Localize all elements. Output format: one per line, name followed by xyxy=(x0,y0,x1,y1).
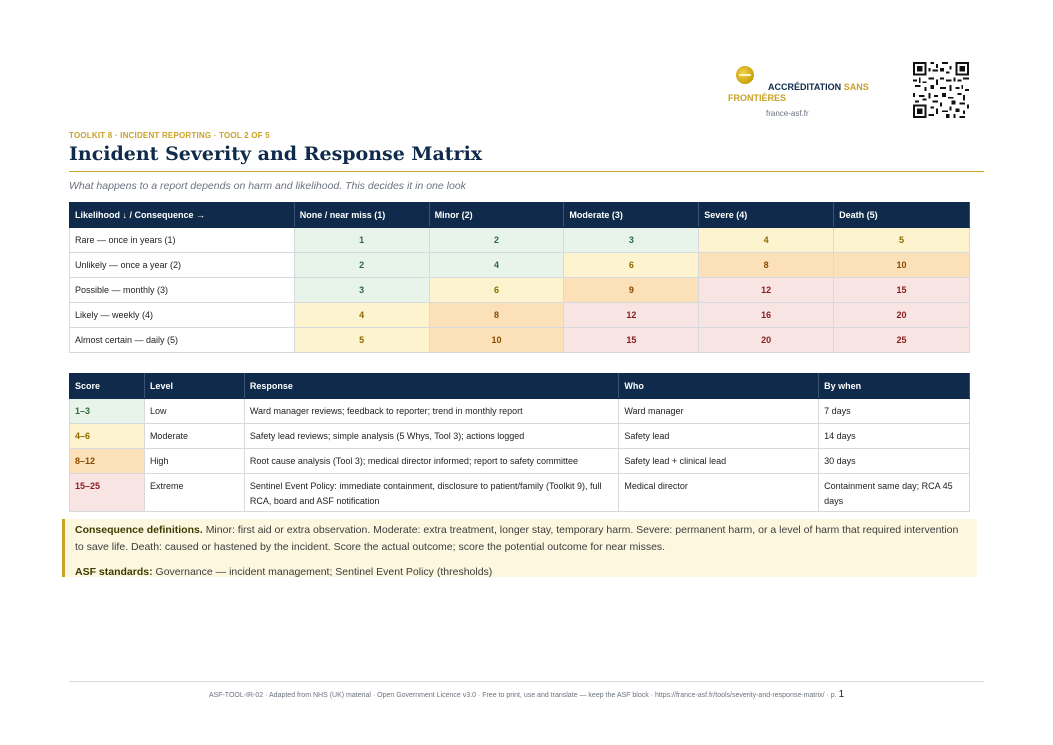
risk-level: High xyxy=(144,449,244,474)
risk-score-cell: 2 xyxy=(294,253,429,278)
page-footer xyxy=(0,689,1053,700)
response-column-header: Score xyxy=(70,374,145,399)
response-action: Sentinel Event Policy: immediate containment, disclosure to patient/family (Toolkit 9), full RCA, board and ASF notification xyxy=(244,474,619,512)
risk-score-cell: 3 xyxy=(564,228,699,253)
likelihood-label: Unlikely — once a year (2) xyxy=(70,253,295,278)
responsible-role: Medical director xyxy=(619,474,819,512)
risk-score-cell: 4 xyxy=(429,253,564,278)
matrix-header-row xyxy=(70,203,970,228)
risk-matrix-table xyxy=(69,202,970,353)
page-title: Incident Severity and Response Matrix xyxy=(69,143,483,165)
response-column-header: Who xyxy=(619,374,819,399)
score-range: 8–12 xyxy=(70,449,145,474)
risk-score-cell: 25 xyxy=(834,328,970,353)
response-action: Ward manager reviews; feedback to reporter; trend in monthly report xyxy=(244,399,619,424)
deadline: Containment same day; RCA 45 days xyxy=(819,474,970,512)
risk-score-cell: 10 xyxy=(429,328,564,353)
standards-text: Governance — incident management; Sentinel Event Policy (thresholds) xyxy=(155,566,493,578)
matrix-column-header: Minor (2) xyxy=(429,203,564,228)
response-row xyxy=(70,399,970,424)
page-subtitle: What happens to a report depends on harm and likelihood. This decides it in one look xyxy=(69,180,466,192)
response-action: Root cause analysis (Tool 3); medical director informed; report to safety committee xyxy=(244,449,619,474)
matrix-corner-header: Likelihood ↓ / Consequence → xyxy=(70,203,295,228)
asf-standards xyxy=(75,564,967,581)
response-row xyxy=(70,424,970,449)
risk-level: Extreme xyxy=(144,474,244,512)
risk-level: Low xyxy=(144,399,244,424)
definitions-text: Minor: first aid or extra observation. Moderate: extra treatment, longer stay, temporary harm. Severe: permanent harm, or a level of harm that required intervention to save life. Death: caused or hastened by the incident. Score the actual outcome; score the potential outcome for near misses. xyxy=(75,524,959,553)
matrix-row xyxy=(70,328,970,353)
response-row xyxy=(70,474,970,512)
risk-score-cell: 4 xyxy=(294,303,429,328)
likelihood-label: Possible — monthly (3) xyxy=(70,278,295,303)
deadline: 30 days xyxy=(819,449,970,474)
title-divider xyxy=(69,171,984,172)
risk-score-cell: 20 xyxy=(699,328,834,353)
risk-score-cell: 8 xyxy=(429,303,564,328)
score-range: 1–3 xyxy=(70,399,145,424)
consequence-definitions xyxy=(75,522,967,556)
response-action: Safety lead reviews; simple analysis (5 Whys, Tool 3); actions logged xyxy=(244,424,619,449)
footer-divider xyxy=(69,681,984,682)
likelihood-label: Almost certain — daily (5) xyxy=(70,328,295,353)
response-column-header: Response xyxy=(244,374,619,399)
definitions-label: Consequence definitions. xyxy=(75,524,203,536)
risk-score-cell: 2 xyxy=(429,228,564,253)
matrix-row xyxy=(70,278,970,303)
matrix-column-header: None / near miss (1) xyxy=(294,203,429,228)
risk-score-cell: 4 xyxy=(699,228,834,253)
deadline: 7 days xyxy=(819,399,970,424)
risk-score-cell: 20 xyxy=(834,303,970,328)
qr-code-icon xyxy=(913,62,969,118)
risk-score-cell: 16 xyxy=(699,303,834,328)
score-range: 4–6 xyxy=(70,424,145,449)
page-number: 1 xyxy=(838,689,845,700)
response-column-header: Level xyxy=(144,374,244,399)
matrix-column-header: Death (5) xyxy=(834,203,970,228)
risk-score-cell: 5 xyxy=(834,228,970,253)
risk-score-cell: 12 xyxy=(699,278,834,303)
definitions-note xyxy=(62,519,977,577)
risk-score-cell: 8 xyxy=(699,253,834,278)
response-table xyxy=(69,373,970,512)
risk-score-cell: 15 xyxy=(564,328,699,353)
brand-url[interactable]: france-asf.fr xyxy=(766,109,809,118)
responsible-role: Safety lead xyxy=(619,424,819,449)
toolkit-kicker: TOOLKIT 8 · INCIDENT REPORTING · TOOL 2 OF 5 xyxy=(69,131,270,140)
footer-text: ASF-TOOL-IR-02 · Adapted from NHS (UK) material · Open Government Licence v3.0 · Free to print, use and translate — keep the ASF block · https://france-asf.fr/tools/severity-and-response-matrix/ · p. xyxy=(208,692,837,699)
responsible-role: Safety lead + clinical lead xyxy=(619,449,819,474)
risk-level: Moderate xyxy=(144,424,244,449)
response-header-row xyxy=(70,374,970,399)
matrix-row xyxy=(70,253,970,278)
matrix-column-header: Moderate (3) xyxy=(564,203,699,228)
risk-score-cell: 9 xyxy=(564,278,699,303)
risk-score-cell: 1 xyxy=(294,228,429,253)
brand-name: ACCRÉDITATION SANS FRONTIÈRES xyxy=(728,82,869,103)
risk-score-cell: 15 xyxy=(834,278,970,303)
risk-score-cell: 6 xyxy=(429,278,564,303)
likelihood-label: Rare — once in years (1) xyxy=(70,228,295,253)
response-column-header: By when xyxy=(819,374,970,399)
risk-score-cell: 3 xyxy=(294,278,429,303)
risk-score-cell: 10 xyxy=(834,253,970,278)
risk-score-cell: 6 xyxy=(564,253,699,278)
responsible-role: Ward manager xyxy=(619,399,819,424)
matrix-row xyxy=(70,303,970,328)
deadline: 14 days xyxy=(819,424,970,449)
standards-label: ASF standards: xyxy=(75,566,153,578)
score-range: 15–25 xyxy=(70,474,145,512)
response-row xyxy=(70,449,970,474)
matrix-row xyxy=(70,228,970,253)
likelihood-label: Likely — weekly (4) xyxy=(70,303,295,328)
matrix-column-header: Severe (4) xyxy=(699,203,834,228)
risk-score-cell: 12 xyxy=(564,303,699,328)
risk-score-cell: 5 xyxy=(294,328,429,353)
